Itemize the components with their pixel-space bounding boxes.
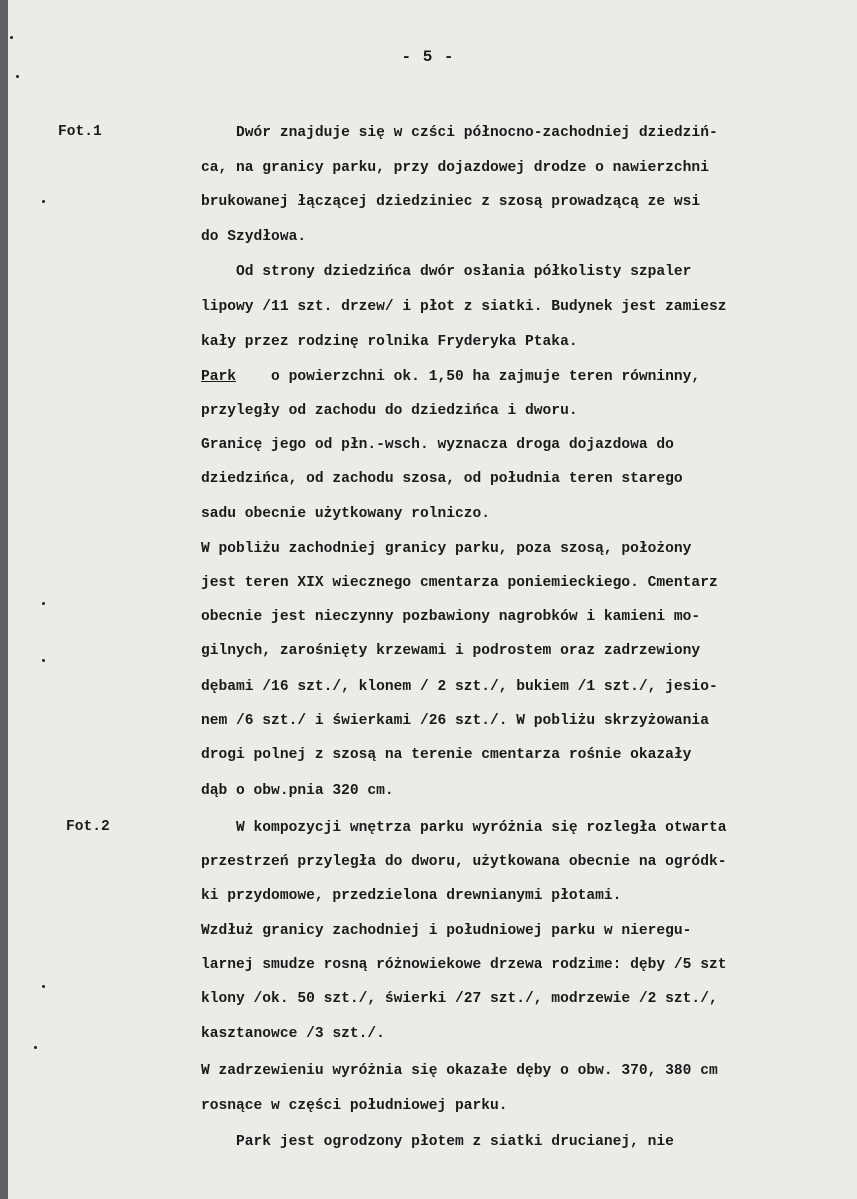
text-line: kały przez rodzinę rolnika Fryderyka Ptaka. xyxy=(201,334,578,350)
text-line-rest: o powierzchni ok. 1,50 ha zajmuje teren równinny, xyxy=(236,369,701,385)
text-line: Dwór znajduje się w czści północno-zachodniej dziedziń- xyxy=(201,125,718,141)
text-line: do Szydłowa. xyxy=(201,229,307,245)
text-line: dębami /16 szt./, klonem / 2 szt./, bukiem /1 szt./, jesio- xyxy=(201,679,718,695)
text-line: obecnie jest nieczynny pozbawiony nagrobków i kamieni mo- xyxy=(201,609,701,625)
text-line: W kompozycji wnętrza parku wyróżnia się rozległa otwarta xyxy=(201,820,727,836)
text-line: ki przydomowe, przedzielona drewnianymi płotami. xyxy=(201,888,622,904)
text-line: gilnych, zarośnięty krzewami i podrostem oraz zadrzewiony xyxy=(201,643,701,659)
text-line: W zadrzewieniu wyróżnia się okazałe dęby o obw. 370, 380 cm xyxy=(201,1063,718,1079)
text-line: lipowy /11 szt. drzew/ i płot z siatki. Budynek jest zamiesz xyxy=(201,299,727,315)
text-line: jest teren XIX wiecznego cmentarza poniemieckiego. Cmentarz xyxy=(201,575,718,591)
text-line: ca, na granicy parku, przy dojazdowej drodze o nawierzchni xyxy=(201,160,709,176)
text-line: kasztanowce /3 szt./. xyxy=(201,1026,385,1042)
underlined-heading: Park xyxy=(201,369,237,385)
margin-mark xyxy=(42,200,45,203)
margin-mark xyxy=(10,36,13,39)
text-line: Wzdłuż granicy zachodniej i południowej parku w nieregu- xyxy=(201,923,692,939)
text-line: drogi polnej z szosą na terenie cmentarza rośnie okazały xyxy=(201,747,692,763)
text-line: nem /6 szt./ i świerkami /26 szt./. W pobliżu skrzyżowania xyxy=(201,713,709,729)
margin-mark xyxy=(42,602,45,605)
text-line: W pobliżu zachodniej granicy parku, poza szosą, położony xyxy=(201,541,692,557)
photo-reference-2: Fot.2 xyxy=(66,819,110,835)
text-line: klony /ok. 50 szt./, świerki /27 szt./, modrzewie /2 szt./, xyxy=(201,991,718,1007)
text-line: dziedzińca, od zachodu szosa, od południa teren starego xyxy=(201,471,683,487)
margin-mark xyxy=(34,1046,37,1049)
margin-mark xyxy=(42,659,45,662)
document-page xyxy=(8,0,857,1199)
text-line: sadu obecnie użytkowany rolniczo. xyxy=(201,506,491,522)
text-line-park xyxy=(201,368,700,386)
photo-reference-1: Fot.1 xyxy=(58,124,102,140)
text-line: Od strony dziedzińca dwór osłania półkolisty szpaler xyxy=(201,264,692,280)
page-number: - 5 - xyxy=(401,48,455,66)
text-line: Park jest ogrodzony płotem z siatki drucianej, nie xyxy=(201,1134,674,1150)
margin-mark xyxy=(16,75,19,78)
text-line: przyległy od zachodu do dziedzińca i dworu. xyxy=(201,403,578,419)
text-line: Granicę jego od płn.-wsch. wyznacza droga dojazdowa do xyxy=(201,437,674,453)
text-line: rosnące w części południowej parku. xyxy=(201,1098,508,1114)
text-line: przestrzeń przyległa do dworu, użytkowana obecnie na ogródk- xyxy=(201,854,727,870)
text-line: dąb o obw.pnia 320 cm. xyxy=(201,783,394,799)
margin-mark xyxy=(42,985,45,988)
text-line: brukowanej łączącej dziedziniec z szosą prowadzącą ze wsi xyxy=(201,194,701,210)
text-line: larnej smudze rosną różnowiekowe drzewa rodzime: dęby /5 szt xyxy=(201,957,727,973)
